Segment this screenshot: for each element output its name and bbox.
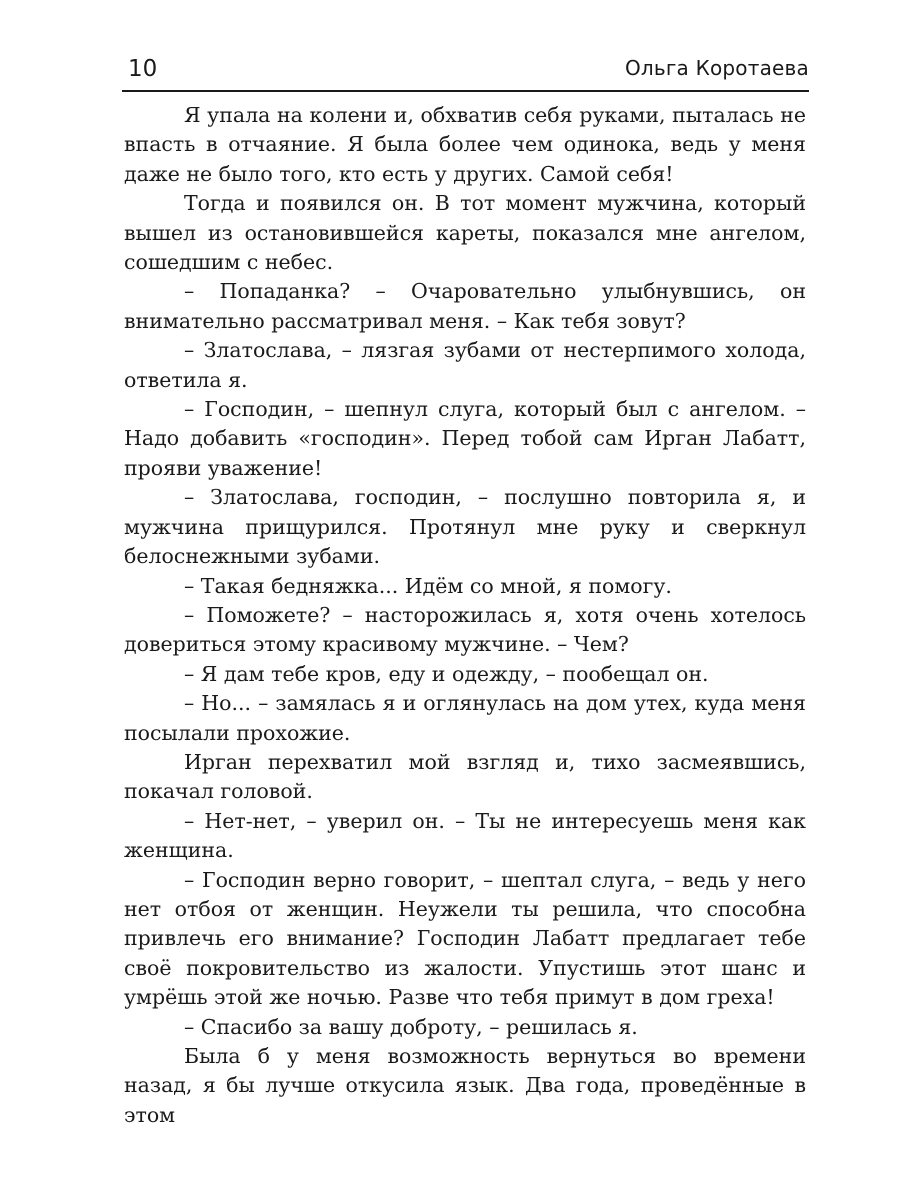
paragraph: – Господин верно говорит, – шептал слуга, – ведь у него нет отбоя от женщин. Неужели ты решила, что способна привлечь его внимание? Господин Лабатт предлагает тебе своё покровительство из жалости. Упустишь этот шанс и умрёшь этой же ночью. Разве что тебя примут в дом греха! [124, 867, 806, 1010]
author-name: Ольга Коротаева [624, 56, 809, 80]
paragraph: – Златослава, – лязгая зубами от нестерпимого холода, ответила я. [124, 338, 806, 392]
paragraph: Тогда и появился он. В тот момент мужчина, который вышел из остановившейся кареты, показался мне ангелом, сошедшим с небес. [124, 191, 806, 275]
paragraph: – Попаданка? – Очаровательно улыбнувшись, он внимательно рассматривал меня. – Как тебя зовут? [124, 279, 806, 333]
paragraph: Была б у меня возможность вернуться во времени назад, я бы лучше откусила язык. Два года, проведённые в этом [124, 1044, 806, 1127]
page-number: 10 [128, 56, 158, 82]
paragraph: – Златослава, господин, – послушно повторила я, и мужчина прищурился. Протянул мне руку и сверкнул белоснежными зубами. [124, 485, 806, 569]
paragraph: – Я дам тебе кров, еду и одежду, – пообещал он. [184, 661, 709, 686]
paragraph: – Спасибо за вашу доброту, – решилась я. [184, 1014, 638, 1039]
paragraph: – Нет-нет, – уверил он. – Ты не интересуешь меня как женщина. [124, 808, 806, 863]
body-text [124, 101, 806, 1130]
paragraph: – Но... – замялась я и оглянулась на дом утех, куда меня посылали прохожие. [124, 691, 806, 745]
paragraph: – Поможете? – насторожилась я, хотя очень хотелось довериться этому красивому мужчине. – Чем? [124, 602, 806, 657]
running-header [122, 52, 809, 92]
paragraph: Ирган перехватил мой взгляд и, тихо засмеявшись, покачал головой. [124, 749, 806, 804]
paragraph: Я упала на колени и, обхватив себя руками, пыталась не впасть в отчаяние. Я была более чем одинока, ведь у меня даже не было того, кто есть у других. Самой себя! [124, 103, 806, 186]
paragraph: – Господин, – шепнул слуга, который был с ангелом. – Надо добавить «господин». Перед тобой сам Ирган Лабатт, прояви уважение! [124, 397, 806, 480]
paragraph: – Такая бедняжка... Идём со мной, я помогу. [184, 573, 672, 598]
